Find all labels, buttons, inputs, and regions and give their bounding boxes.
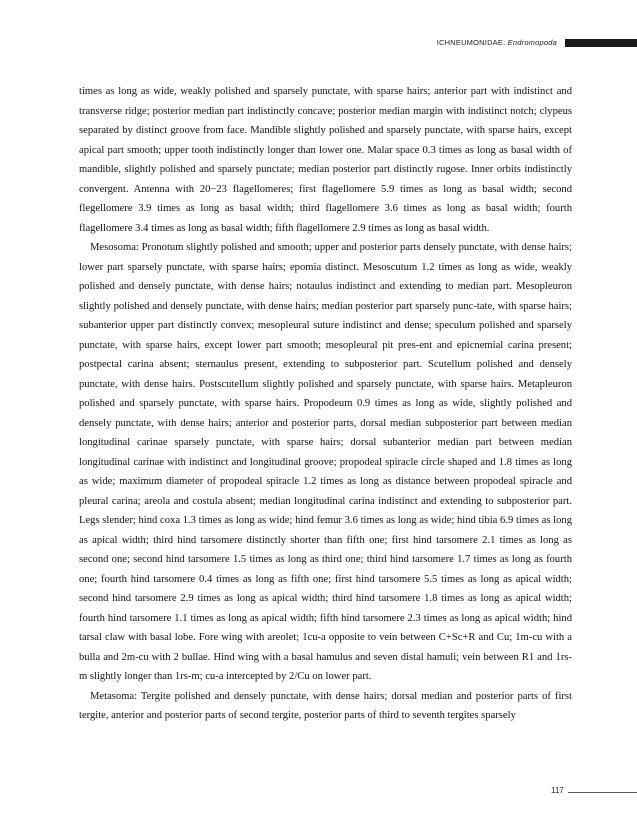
running-header-text <box>437 38 557 47</box>
paragraph-metasoma: Metasoma: Tergite polished and densely punctate, with dense hairs; dorsal median and posterior parts of first tergite, anterior and posterior parts of second tergite, posterior parts of third to seventh tergites sparsely <box>79 690 572 721</box>
header-genus: Endromopoda <box>507 38 557 47</box>
page-footer <box>0 786 637 800</box>
page-number: 117 <box>551 786 564 795</box>
header-family: ICHNEUMONIDAE: <box>436 38 506 47</box>
running-header <box>0 38 637 50</box>
paragraph-mesosoma: Mesosoma: Pronotum slightly polished and smooth; upper and posterior parts densely punctate, with dense hairs; lower part sparsely punctate, with sparse hairs; epomia distinct. Mesoscutum 1.2 times as long as wide, weakly polished and densely punctate, with dense hairs; notaulus indistinct and extending to median part. Mesopleuron slightly polished and densely punctate, with dense hairs; median posterior part sparsely punc-tate, with sparse hairs; subanterior upper part distinctly convex; mesopleural suture indistinct and dense; speculum polished and sparsely punctate, with sparse hairs, except lower part smooth; mesopleural pit pres-ent and epicnemial carina present; postpectal carina absent; sternaulus present, extending to subposterior part. Scutellum polished and densely punctate, with dense hairs. Postscutellum slightly polished and sparsely punctate, with sparse hairs. Metapleuron polished and sparsely punctate, with sparse hairs. Propodeum 0.9 times as long as wide, slightly polished and densely punctate, with dense hairs; anterior and posterior parts, dorsal median subposterior part between median longitudinal carinae sparsely punctate, with sparse hairs; dorsal subanterior median part between median longitudinal carinae with indistinct and longitudinal groove; propodeal spiracle circle shaped and 1.8 times as long as wide; maximum diameter of propodeal spiracle 1.2 times as long as distance between propodeal spiracle and pleural carina; areola and costula absent; median longitudinal carina indistinct and extending to subposterior part. Legs slender; hind coxa 1.3 times as long as wide; hind femur 3.6 times as long as wide; hind tibia 6.9 times as long as apical width; third hind tarsomere distinctly shorter than fifth one; first hind tarsomere 2.1 times as long as second one; second hind tarsomere 1.5 times as long as third one; third hind tarsomere 1.7 times as long as fourth one; fourth hind tarsomere 0.4 times as long as fifth one; first hind tarsomere 5.5 times as long as apical width; second hind tarsomere 2.9 times as long as apical width; third hind tarsomere 1.8 times as long as apical width; fourth hind tarsomere 1.1 times as long as apical width; fifth hind tarsomere 2.3 times as long as apical width; hind tarsal claw with basal lobe. Fore wing with areolet; 1cu-a opposite to vein between C+Sc+R and Cu; 1m-cu with a bulla and 2m-cu with 2 bullae. Hind wing with a basal hamulus and seven distal hamuli; vein between R1 and 1rs-m slightly longer than 1rs-m; cu-a intercepted by 2/Cu on lower part. <box>79 242 572 682</box>
footer-rule <box>568 792 637 793</box>
header-bar <box>565 39 637 47</box>
body-text <box>79 82 572 726</box>
paragraph-head-description: times as long as wide, weakly polished and sparsely punctate, with sparse hairs; anterior part with indistinct and transverse ridge; posterior median part indistinctly concave; posterior median margin with indistinct notch; clypeus separated by distinct groove from face. Mandible slightly polished and sparsely punctate, with sparse hairs, except apical part smooth; upper tooth indistinctly longer than lower one. Malar space 0.3 times as long as basal width of mandible, slightly polished and sparsely punctate; median posterior part distinctly rugose. Inner orbits indistinctly convergent. Antenna with 20−23 flagellomeres; first flagellomere 5.9 times as long as basal width; second flegellomere 3.9 times as long as basal width; third flagellomere 3.6 times as long as basal width; fourth flagellomere 3.4 times as long as basal width; fifth flagellomere 2.9 times as long as basal width. <box>79 86 572 234</box>
